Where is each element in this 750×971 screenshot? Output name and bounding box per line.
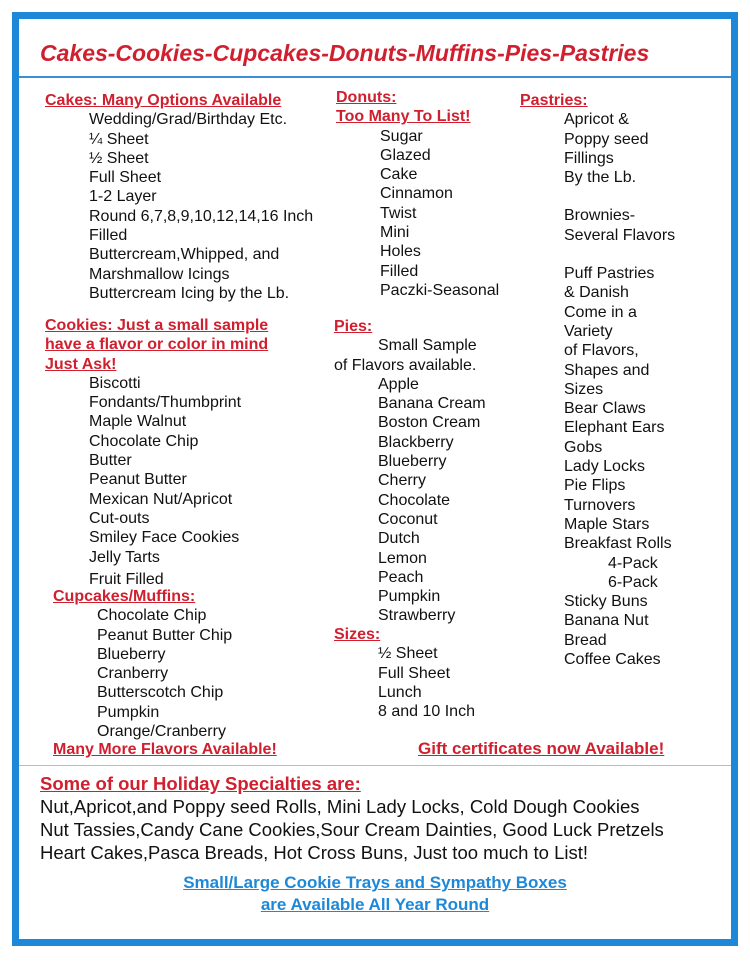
list-item: Wedding/Grad/Birthday Etc. <box>89 111 288 129</box>
page-title: Cakes-Cookies-Cupcakes-Donuts-Muffins-Pies-Pastries <box>40 40 650 66</box>
list-item: Breakfast Rolls <box>564 535 672 553</box>
list-item: Lunch <box>378 683 422 701</box>
list-item: Filled <box>380 262 419 280</box>
pastries-header: Pastries: <box>520 92 588 109</box>
list-item: Chocolate Chip <box>97 607 207 625</box>
list-item: Fillings <box>564 149 614 167</box>
sizes-section <box>334 625 475 721</box>
list-item: Orange/Cranberry <box>97 723 226 741</box>
list-item: Gobs <box>564 438 603 456</box>
list-item: Mini <box>380 224 410 242</box>
cookies-header-line: have a flavor or color in mind <box>45 336 269 354</box>
trays-line: Small/Large Cookie Trays and Sympathy Boxes <box>183 873 567 892</box>
list-item: Come in a <box>564 303 637 321</box>
cakes-section <box>45 91 313 303</box>
list-item: Chocolate Chip <box>89 432 199 450</box>
spacer <box>520 187 675 206</box>
list-item: Twist <box>380 204 417 222</box>
title-divider <box>19 76 731 78</box>
list-item: Strawberry <box>378 607 456 625</box>
list-item: Smiley Face Cookies <box>89 529 240 547</box>
list-item: Boston Cream <box>378 414 481 432</box>
list-item: Pie Flips <box>564 477 626 495</box>
sizes-header: Sizes: <box>334 626 381 643</box>
donuts-section <box>336 88 499 300</box>
list-item: Puff Pastries <box>564 265 655 283</box>
list-item: Glazed <box>380 146 431 164</box>
donuts-header-line: Donuts: <box>336 89 397 106</box>
pies-header: Pies: <box>334 318 373 335</box>
list-item: Coconut <box>378 510 438 528</box>
list-item: Cut-outs <box>89 509 150 527</box>
list-item: Apricot & <box>564 111 629 129</box>
list-item: Biscotti <box>89 374 141 392</box>
list-item: Fruit Filled <box>89 570 164 588</box>
list-item: Blueberry <box>97 645 166 663</box>
list-item: Buttercream Icing by the Lb. <box>89 284 290 302</box>
list-item: 1-2 Layer <box>89 188 157 206</box>
bottom-divider <box>19 765 731 766</box>
pastries-section <box>520 91 675 669</box>
list-item: Jelly Tarts <box>89 548 160 566</box>
list-item: ½ Sheet <box>378 645 438 663</box>
list-item: of Flavors, <box>564 342 639 360</box>
list-item: Filled <box>89 227 128 245</box>
list-item: Turnovers <box>564 496 636 514</box>
cakes-header: Cakes: Many Options Available <box>45 92 282 109</box>
list-item: Sizes <box>564 380 604 398</box>
list-item: Cinnamon <box>380 185 453 203</box>
donuts-header-line: Too Many To List! <box>336 108 471 126</box>
list-item: ½ Sheet <box>89 149 149 167</box>
list-item: Banana Cream <box>378 395 486 413</box>
list-item: 8 and 10 Inch <box>378 703 475 721</box>
pies-section <box>334 317 486 626</box>
trays-line: are Available All Year Round <box>260 895 490 914</box>
list-item: Butterscotch Chip <box>97 684 224 702</box>
list-item: Cranberry <box>97 665 169 683</box>
holiday-line: Nut,Apricot,and Poppy seed Rolls, Mini Lady Locks, Cold Dough Cookies <box>40 796 640 817</box>
list-item: Butter <box>89 452 132 470</box>
spacer <box>520 245 675 264</box>
list-item: Cherry <box>378 472 427 490</box>
pies-intro: of Flavors available. <box>334 356 477 374</box>
list-item: Holes <box>380 243 421 261</box>
list-item: Dutch <box>378 530 420 548</box>
list-item: Marshmallow Icings <box>89 265 230 283</box>
pies-intro: Small Sample <box>378 337 477 355</box>
list-item: Maple Walnut <box>89 413 187 431</box>
list-item: Cake <box>380 166 418 184</box>
list-item: Shapes and <box>564 361 650 379</box>
list-item: ¼ Sheet <box>89 130 149 148</box>
cookies-section <box>45 316 268 589</box>
list-item: Blackberry <box>378 433 454 451</box>
cookies-header-line: Cookies: Just a small sample <box>45 317 269 334</box>
holiday-line: Nut Tassies,Candy Cane Cookies,Sour Cream Dainties, Good Luck Pretzels <box>40 819 664 840</box>
list-item: Peanut Butter Chip <box>97 626 233 644</box>
list-item: By the Lb. <box>564 169 637 187</box>
list-item: Bear Claws <box>564 400 646 418</box>
list-item: Several Flavors <box>564 226 676 244</box>
list-item: Poppy seed <box>564 130 649 148</box>
list-item: Maple Stars <box>564 515 650 533</box>
list-item: Lemon <box>378 549 427 567</box>
list-item: Bread <box>564 631 607 649</box>
list-item: Fondants/Thumbprint <box>89 394 242 412</box>
more-flavors-note: Many More Flavors Available! <box>53 741 277 758</box>
list-item: Pumpkin <box>378 588 441 606</box>
list-item: Chocolate <box>378 491 451 509</box>
holiday-section <box>40 772 664 864</box>
list-item: Buttercream,Whipped, and <box>89 246 280 264</box>
list-item: Pumpkin <box>97 703 160 721</box>
list-item: Mexican Nut/Apricot <box>89 490 233 508</box>
holiday-line: Heart Cakes,Pasca Breads, Hot Cross Buns, Just too much to List! <box>40 842 589 863</box>
list-item: Lady Locks <box>564 458 645 476</box>
cupcakes-header: Cupcakes/Muffins: <box>53 588 196 605</box>
list-item: Paczki-Seasonal <box>380 281 500 299</box>
list-item: Banana Nut <box>564 612 649 630</box>
list-item: & Danish <box>564 284 629 302</box>
list-item: Full Sheet <box>89 169 162 187</box>
list-item: Apple <box>378 375 419 393</box>
list-item: Round 6,7,8,9,10,12,14,16 Inch <box>89 207 314 225</box>
list-item: Peanut Butter <box>89 471 187 489</box>
cookies-header-line: Just Ask! <box>45 355 117 373</box>
list-item: Coffee Cakes <box>564 651 661 669</box>
holiday-header: Some of our Holiday Specialties are: <box>40 773 361 794</box>
list-item: Sugar <box>380 127 423 145</box>
gift-certificates-note: Gift certificates now Available! <box>418 739 665 758</box>
list-item: Variety <box>564 322 613 340</box>
list-item: 6-Pack <box>608 573 658 591</box>
cupcakes-section <box>53 587 232 741</box>
list-item: Peach <box>378 568 424 586</box>
list-item: Sticky Buns <box>564 593 648 611</box>
list-item: 4-Pack <box>608 554 658 572</box>
list-item: Blueberry <box>378 453 447 471</box>
list-item: Brownies- <box>564 207 636 225</box>
list-item: Elephant Ears <box>564 419 665 437</box>
list-item: Full Sheet <box>378 664 451 682</box>
